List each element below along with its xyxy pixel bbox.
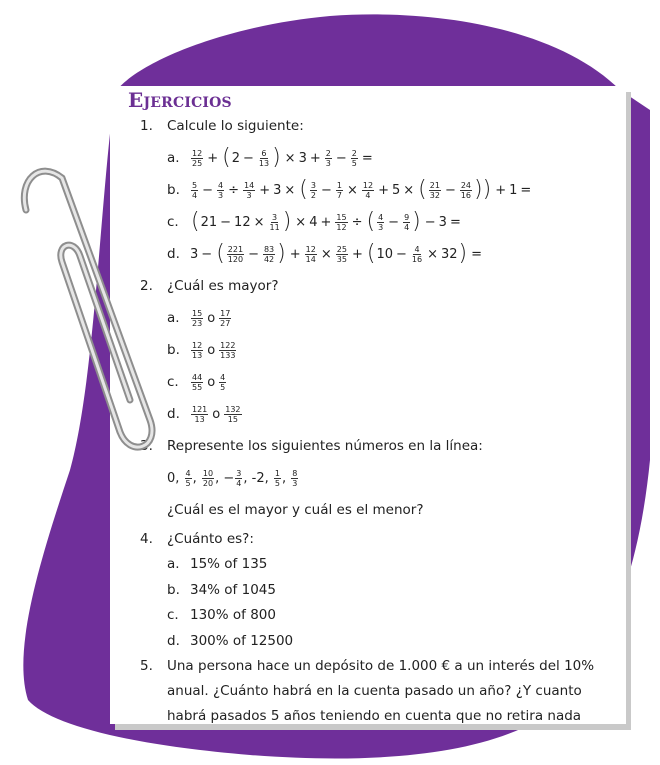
math-expression: ( 21 − 12 × $\frac{3}{11}$ ) × 4 + $\frac{15}{12}$ ÷ ( $\frac{4}{3}$ − $\frac{9}{4}$ ) − 3 = [191,209,461,234]
question-4-item: a. 15% of 135 [167,556,268,572]
question-3-numbers: 0, $\frac{4}{5}$ , $\frac{10}{20}$ , − $\frac{3}{4}$ , -2, $\frac{1}{5}$ , $\frac{8}{3}$ [167,468,298,488]
question-3-followup: ¿Cuál es el mayor y cuál es el menor? [167,502,424,518]
question-number: 1. [140,118,153,134]
math-expression: $\frac{12}{25}$ + ( 2 − $\frac{6}{13}$ ) × 3 + $\frac{2}{3}$ − $\frac{2}{5}$ = [192,145,373,170]
math-expression: $\frac{5}{4}$ − $\frac{4}{3}$ ÷ $\frac{14}{3}$ + 3 × ( $\frac{3}{2}$ − $\frac{1}{7}$ × $\frac{12}{4}$ + 5 × ( $\frac{21}{32}$ − $\frac{24}{16}$ )) + 1 = [192,177,532,202]
question-2-item-d: d. $\frac{121}{13}$ o $\frac{132}{15}$ [167,404,241,424]
question-2-item-a: a. $\frac{15}{23}$ o $\frac{17}{27}$ [167,308,231,328]
question-3 [110,430,626,462]
question-number: 4. [140,531,153,547]
question-1-item-d: d. 3 − ( $\frac{221}{120}$ − $\frac{83}{42}$ ) + $\frac{12}{14}$ × $\frac{25}{35}$ + ( 10 − $\frac{4}{16}$ × 32 ) = [110,238,626,270]
question-1-item-b: b. $\frac{5}{4}$ − $\frac{4}{3}$ ÷ $\frac{14}{3}$ + 3 × ( $\frac{3}{2}$ − $\frac{1}{7}$ × $\frac{12}{4}$ + 5 × ( $\frac{21}{32}$ − $\frac{24}{16}$ )) + 1 = [110,174,626,206]
question-text: ¿Cuál es mayor? [167,278,279,294]
question-number: 5. [140,658,153,674]
question-4-item: b. 34% of 1045 [167,581,276,598]
worksheet-page [110,86,626,724]
question-number: 3. [140,438,153,454]
exercise-list [110,110,626,724]
question-text: Represente los siguientes números en la línea: [167,438,483,454]
math-expression: 3 − ( $\frac{221}{120}$ − $\frac{83}{42}$ ) + $\frac{12}{14}$ × $\frac{25}{35}$ + ( 10 − $\frac{4}{16}$ × 32 ) = [190,241,483,266]
page-title: Ejercicios [128,88,232,112]
question-4-item: d. 300% of 12500 [167,632,294,649]
question-1 [110,110,626,142]
question-1-item-c: c. ( 21 − 12 × $\frac{3}{11}$ ) × 4 + $\frac{15}{12}$ ÷ ( $\frac{4}{3}$ − $\frac{9}{4}$ ) − 3 = [110,206,626,238]
question-text: ¿Cuánto es?: [167,531,254,547]
question-2-item-b: b. $\frac{12}{13}$ o $\frac{122}{133}$ [167,340,236,360]
question-2-item-c: c. $\frac{44}{55}$ o $\frac{4}{5}$ [167,372,226,392]
question-4 [110,526,626,552]
question-text: Una persona hace un depósito de 1.000 € a un interés del 10% anual. ¿Cuánto habrá en la cuenta pasado un año? ¿Y cuanto habrá pasados 5 años teniendo en cuenta que no retira nada [167,658,595,724]
question-5 [110,654,626,724]
question-number: 2. [140,278,153,294]
question-1-item-a: a. $\frac{12}{25}$ + ( 2 − $\frac{6}{13}$ ) × 3 + $\frac{2}{3}$ − $\frac{2}{5}$ = [110,142,626,174]
question-2 [110,270,626,302]
question-4-item: c. 130% of 800 [167,607,276,623]
question-text: Calcule lo siguiente: [167,118,304,134]
